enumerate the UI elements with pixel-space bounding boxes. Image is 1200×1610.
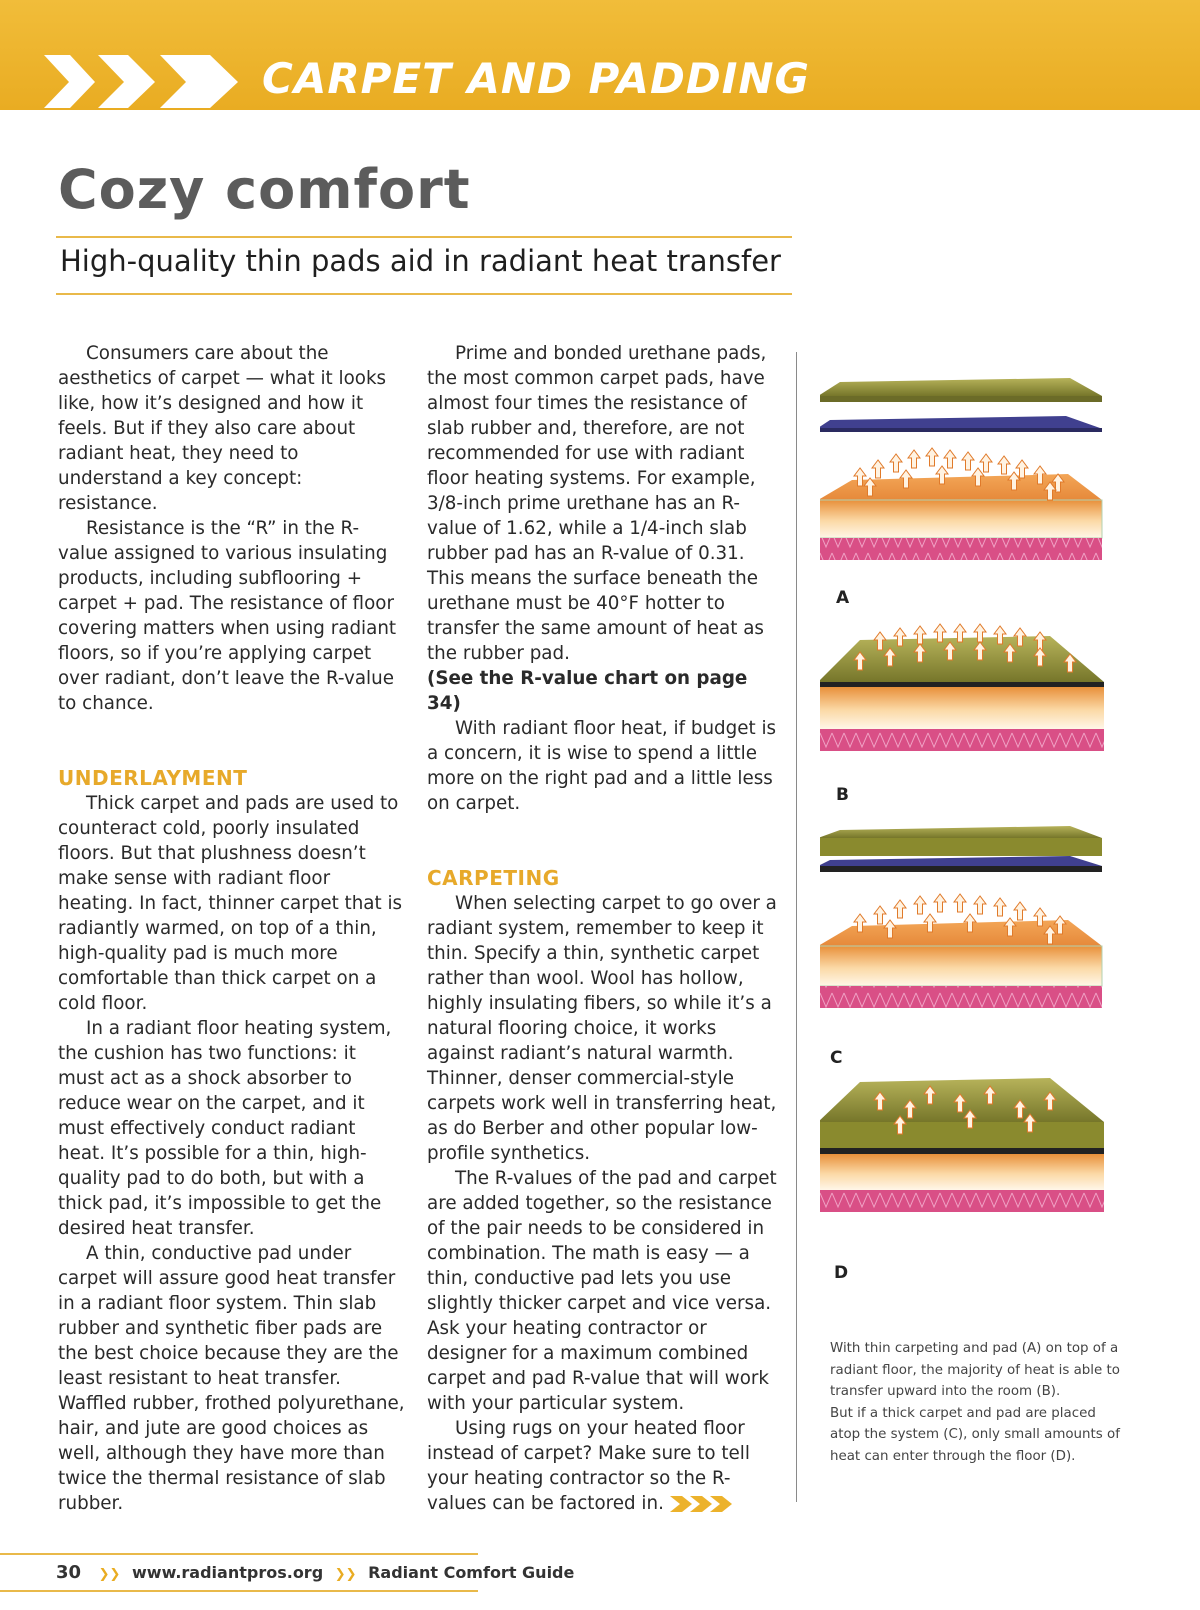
paragraph: With radiant floor heat, if budget is a concern, it is wise to spend a little more on the right pad and a little less on carpet. bbox=[427, 718, 777, 814]
diagram-d bbox=[820, 1078, 1104, 1212]
heat-transfer-diagram bbox=[820, 370, 1140, 1270]
website-link[interactable]: www.radiantpros.org bbox=[132, 1563, 324, 1582]
figure-caption bbox=[830, 1338, 1130, 1467]
caption-line-1: With thin carpeting and pad (A) on top of a radiant floor, the majority of heat is able to transfer upward into the room (B). bbox=[830, 1341, 1120, 1399]
title-divider bbox=[56, 236, 792, 238]
column-divider bbox=[796, 352, 797, 1502]
paragraph: Resistance is the “R” in the R-value assigned to various insulating products, including subflooring + carpet + pad. The resistance of floor covering matters when using radiant floors, so if you’re applying carpet over radiant, don’t leave the R-value to chance. bbox=[58, 518, 397, 714]
article-column-2 bbox=[427, 341, 779, 1516]
paragraph: Prime and bonded urethane pads, the most common carpet pads, have almost four times the resistance of slab rubber and, therefore, are not recommended for use with radiant floor heating systems. For example, 3/8-inch prime urethane has an R-value of 1.62, while a 1/4-inch slab rubber pad has an R-value of 0.31. This means the surface beneath the urethane must be 40°F hotter to transfer the same amount of heat as the rubber pad. bbox=[427, 343, 767, 664]
chevron-arrows-icon bbox=[0, 0, 260, 110]
paragraph: In a radiant floor heating system, the cushion has two functions: it must act as a shock absorber to reduce wear on the carpet, and it must effectively conduct radiant heat. It’s possible for a thin, high-quality pad to do both, but with a thick pad, it’s impossible to get the desired heat transfer. bbox=[58, 1018, 392, 1239]
footer-bottom-rule bbox=[0, 1590, 478, 1592]
subtitle-divider bbox=[56, 293, 792, 295]
chevron-separator-icon: ❯❯ bbox=[98, 1567, 121, 1582]
paragraph: Using rugs on your heated floor instead of carpet? Make sure to tell your heating contractor so the R-values can be factored in. bbox=[427, 1418, 750, 1514]
section-heading-underlayment: UNDERLAYMENT bbox=[58, 766, 248, 790]
end-mark-arrows-icon bbox=[670, 1495, 734, 1513]
figure-label-a: A bbox=[836, 588, 850, 608]
paragraph: A thin, conductive pad under carpet will assure good heat transfer in a radiant floor system. Thin slab rubber and synthetic fiber pads are the best choice because they are the least resistant to heat transfer. Waffled rubber, frothed polyurethane, hair, and jute are good choices as well, although they have more than twice the thermal resistance of slab rubber. bbox=[58, 1243, 405, 1514]
section-banner bbox=[0, 0, 1200, 110]
figure-label-d: D bbox=[834, 1263, 849, 1283]
article-column-1 bbox=[58, 341, 406, 1516]
page-title: Cozy comfort bbox=[58, 158, 471, 221]
paragraph: Thick carpet and pads are used to counteract cold, poorly insulated floors. But that plushness doesn’t make sense with radiant floor heating. In fact, thinner carpet that is radiantly warmed, on top of a thin, high-quality pad is much more comfortable than thick carpet on a cold floor. bbox=[58, 793, 403, 1014]
section-heading-carpeting: CARPETING bbox=[427, 866, 560, 890]
diagram-c bbox=[820, 826, 1102, 1008]
paragraph: Consumers care about the aesthetics of carpet — what it looks like, how it’s designed and how it feels. But if they also care about radiant heat, they need to understand a key concept: resistance. bbox=[58, 343, 387, 514]
page-footer bbox=[56, 1562, 574, 1583]
diagram-a bbox=[820, 378, 1102, 560]
caption-line-2: But if a thick carpet and pad are placed atop the system (C), only small amounts of heat can enter through the floor (D). bbox=[830, 1405, 1120, 1464]
figure-label-b: B bbox=[836, 785, 849, 805]
page-number: 30 bbox=[56, 1562, 82, 1583]
paragraph: When selecting carpet to go over a radiant system, remember to keep it thin. Specify a thin, synthetic carpet rather than wool. Wool has hollow, highly insulating fibers, so while it’s a natural flooring choice, it works against radiant’s natural warmth. Thinner, denser commercial-style carpets work well in transferring heat, as do Berber and other popular low-profile synthetics. bbox=[427, 893, 777, 1164]
chevron-separator-icon: ❯❯ bbox=[334, 1567, 357, 1582]
section-title: CARPET AND PADDING bbox=[262, 54, 810, 103]
footer-top-rule bbox=[0, 1553, 478, 1555]
diagram-b bbox=[820, 624, 1104, 751]
figure-label-c: C bbox=[830, 1048, 843, 1068]
paragraph: The R-values of the pad and carpet are added together, so the resistance of the pair needs to be considered in combination. The math is easy — a thin, conductive pad lets you use slightly thicker carpet and vice versa. Ask your heating contractor or designer for a maximum combined carpet and pad R-value that will work with your particular system. bbox=[427, 1168, 777, 1414]
publication-name: Radiant Comfort Guide bbox=[368, 1563, 575, 1582]
chart-reference: (See the R-value chart on page 34) bbox=[427, 668, 748, 714]
page-subtitle: High-quality thin pads aid in radiant heat transfer bbox=[60, 244, 781, 278]
